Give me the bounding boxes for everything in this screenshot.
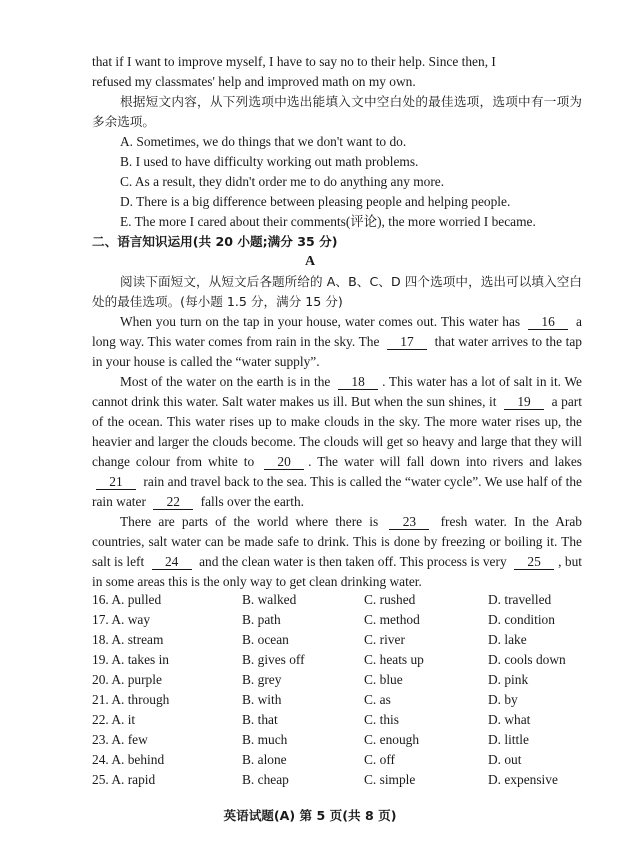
passage-text: a part of the ocean. This water rises up to make clouds in the sky. The more water rises up, the heavier and larger the clouds become. The clouds will get so heavy and large that they will change colour from white to [92,394,582,469]
part-label: A [304,254,316,269]
blank-21: 21 [96,474,136,490]
option-b: B. walked [242,592,297,607]
option-a: A. Sometimes, we do things that we don't want to do. [120,134,407,149]
option-b: B. gives off [242,652,305,667]
option-c: C. as [364,692,391,707]
option-c: C. off [364,752,395,767]
question-row-21 [92,690,592,710]
option-c: C. method [364,612,420,627]
passage-text: and the clean water is then taken off. This process is very [199,554,507,569]
passage-text: a long way. This water comes from rain in the sky. The [92,314,582,349]
passage-text: When you turn on the tap in your house, water comes out. This water has [120,314,521,329]
question-row-22 [92,710,592,730]
section-title: 二、语言知识运用(共 20 小题;满分 35 分) [92,234,338,249]
option-b: B. much [242,732,288,747]
option-a: 21. A. through [92,692,170,707]
option-d: D. out [488,752,522,767]
option-a: 23. A. few [92,732,148,747]
question-row-24 [92,750,592,770]
option-a: 17. A. way [92,612,151,627]
continuation-line-2: refused my classmates' help and improved math on my own. [92,74,416,89]
option-b: B. I used to have difficulty working out math problems. [120,154,419,169]
option-c: C. enough [364,732,420,747]
option-d: D. travelled [488,592,552,607]
passage-continuation [92,52,582,92]
option-d: D. little [488,732,529,747]
option-c: C. simple [364,772,416,787]
passage-text: , but in some areas this is the only way to get clean drinking water. [92,554,582,589]
option-b: B. grey [242,672,282,687]
question-options [92,590,592,790]
blank-20: 20 [264,454,304,470]
option-c: C. blue [364,672,403,687]
blank-17: 17 [387,334,427,350]
option-d: D. lake [488,632,527,647]
option-b: B. ocean [242,632,289,647]
passage-paragraph-2 [92,372,582,512]
passage-paragraph-1 [92,312,582,372]
blank-23: 23 [389,514,429,530]
seven-choose-five-instructions: 根据短文内容，从下列选项中选出能填入文中空白处的最佳选项，选项中有一项为多余选项。 [92,94,582,129]
passage-text: Most of the water on the earth is in the [120,374,331,389]
passage-text: fresh water. In the Arab countries, salt water can be made safe to drink. This is done by freezing or boiling it. The salt is left [92,514,582,569]
option-c: C. heats up [364,652,424,667]
question-row-18 [92,630,592,650]
option-c: C. rushed [364,592,416,607]
part-a-instructions: 阅读下面短文，从短文后各题所给的 A、B、C、D 四个选项中，选出可以填入空白处的最佳选项。(每小题 1.5 分，满分 15 分) [92,274,582,309]
option-b: B. path [242,612,281,627]
blank-18: 18 [338,374,378,390]
option-a: 24. A. behind [92,752,165,767]
option-a: 16. A. pulled [92,592,162,607]
option-b: B. cheap [242,772,289,787]
option-a: 19. A. takes in [92,652,169,667]
passage-text: . The water will fall down into rivers and lakes [308,454,582,469]
option-a: 25. A. rapid [92,772,156,787]
option-d: D. expensive [488,772,558,787]
continuation-line-1: that if I want to improve myself, I have to say no to their help. Since then, I [92,54,496,69]
option-d: D. condition [488,612,555,627]
seven-choose-five-options [120,132,582,232]
option-c: C. river [364,632,405,647]
option-e: E. The more I cared about their comments(评论), the more worried I became. [120,214,536,229]
option-b: B. that [242,712,278,727]
question-row-20 [92,670,592,690]
question-row-23 [92,730,592,750]
option-a: 18. A. stream [92,632,164,647]
blank-22: 22 [153,494,193,510]
blank-16: 16 [528,314,568,330]
passage-text: There are parts of the world where there is [120,514,379,529]
option-d: D. cools down [488,652,566,667]
passage-text: . This water has a lot of salt in it. We cannot drink this water. Salt water makes us ill. But when the sun shines, it [92,374,582,409]
question-row-16 [92,590,592,610]
blank-19: 19 [504,394,544,410]
option-b: B. alone [242,752,287,767]
option-a: 22. A. it [92,712,136,727]
blank-24: 24 [152,554,192,570]
passage-text: rain and travel back to the sea. This is called the “water cycle”. We use half of the rain water [92,474,582,509]
passage-text: that water arrives to the tap in your house is called the “water supply”. [92,334,582,369]
option-c: C. As a result, they didn't order me to do anything any more. [120,174,445,189]
option-d: D. what [488,712,531,727]
option-d: D. pink [488,672,529,687]
option-c: C. this [364,712,399,727]
option-d: D. by [488,692,518,707]
question-row-17 [92,610,592,630]
option-d: D. There is a big difference between pleasing people and helping people. [120,194,511,209]
passage-paragraph-3 [92,512,582,592]
option-b: B. with [242,692,282,707]
question-row-19 [92,650,592,670]
blank-25: 25 [514,554,554,570]
passage-text: falls over the earth. [200,494,304,509]
cloze-passage [92,312,582,592]
page-footer: 英语试题(A) 第 5 页(共 8 页) [223,808,397,823]
option-a: 20. A. purple [92,672,162,687]
question-row-25 [92,770,592,790]
